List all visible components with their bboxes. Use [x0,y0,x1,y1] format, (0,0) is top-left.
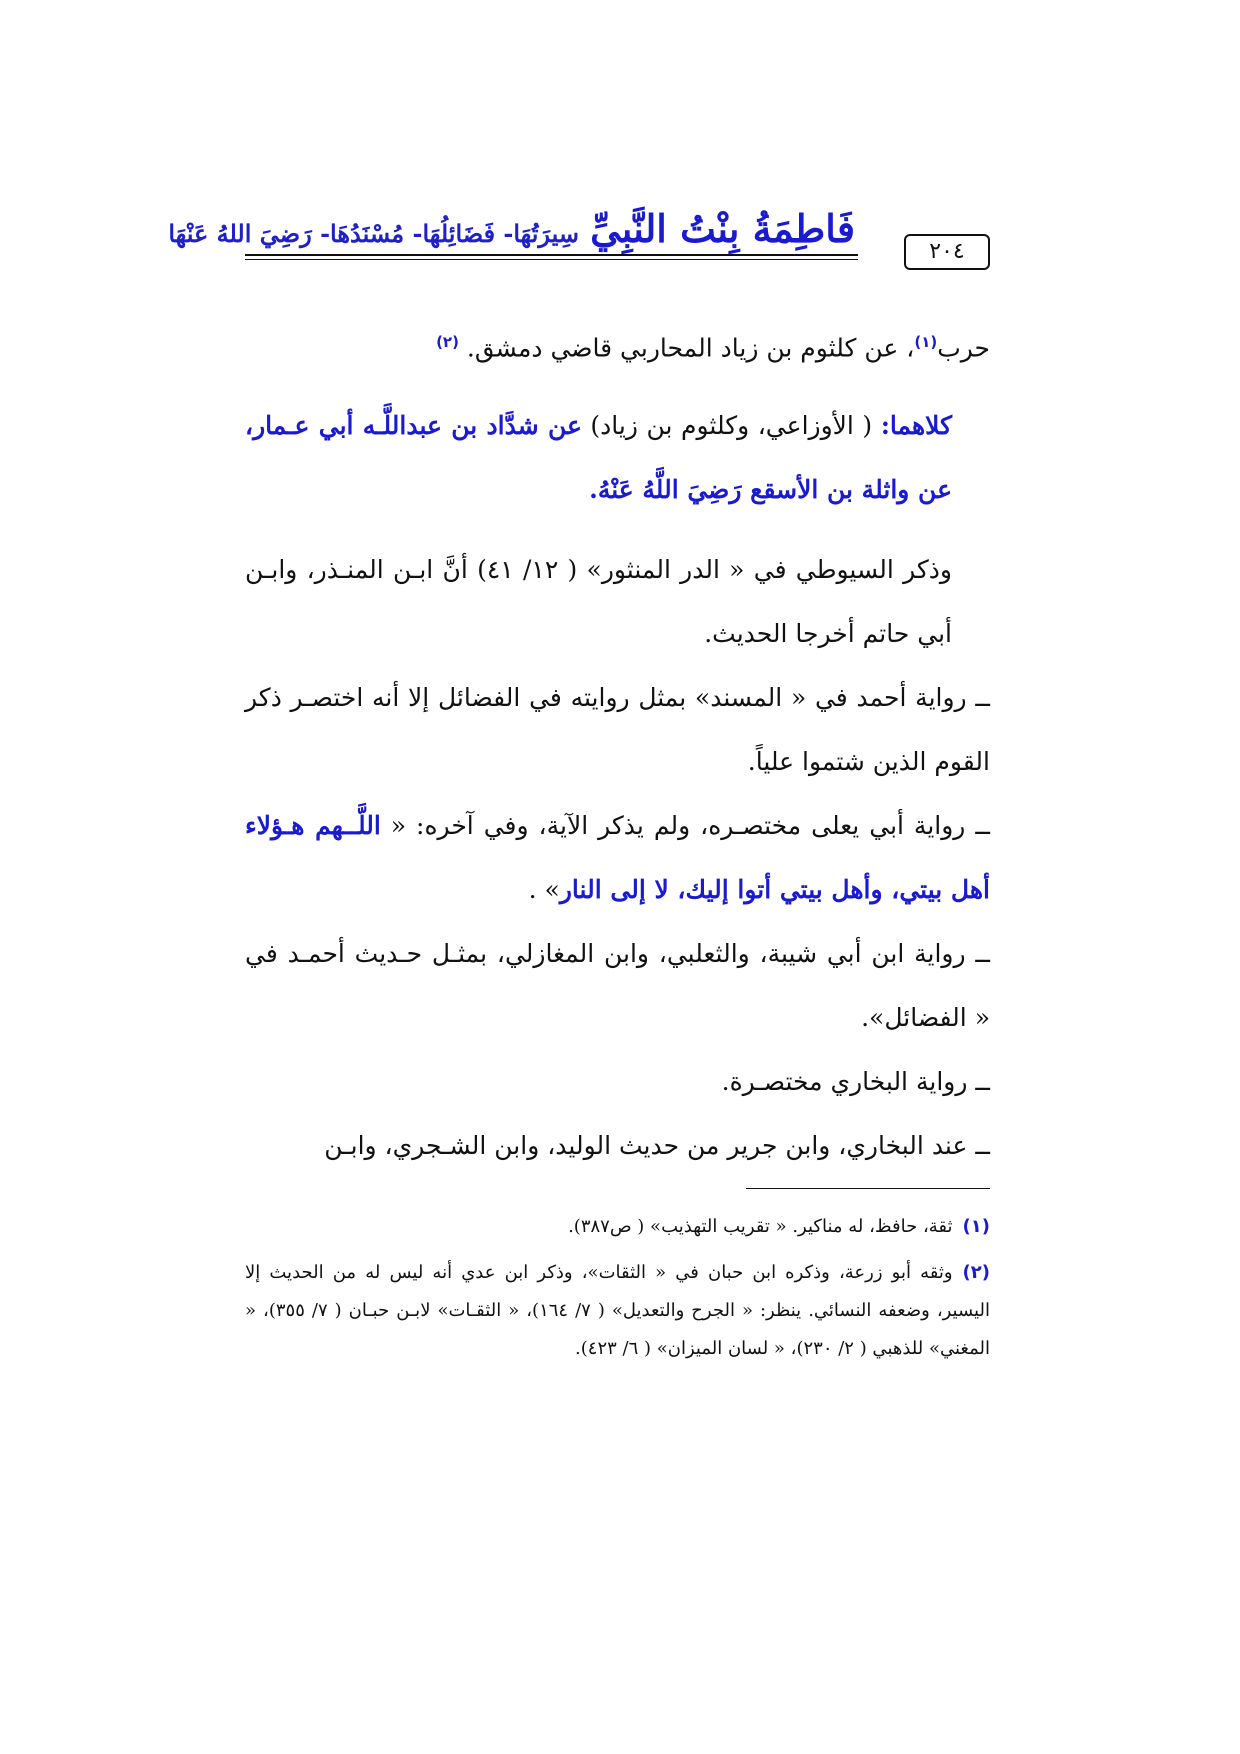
book-title [168,206,855,251]
book-title-subtitle: سِيرَتُهَا- فَضَائِلُهَا- مُسْنَدُهَا- رَضِيَ اللهُ عَنْهَا [168,219,580,248]
header-rule [245,254,858,260]
footnote-2-text: وثقه أبو زرعة، وذكره ابن حبان في « الثقات»، وذكر ابن عدي أنه ليس له من الحديث إلا اليسير، وضعفه النسائي. ينظر: « الجرح والتعديل» ( ٧/ ١٦٤)، « الثقـات» لابـن حبـان ( ٧/ ٣٥٥)، « المغني» للذهبي ( ٢/ ٢٣٠)، « لسان الميزان» ( ٦/ ٤٢٣). [245,1262,990,1359]
paragraph-3 [245,538,990,666]
main-text [245,310,990,1178]
p8-text: ــ عند البخاري، وابن جرير من حديث الوليد، وابن الشـجري، وابـن [324,1131,990,1161]
book-title-main: فَاطِمَةُ بِنْتُ النَّبِيِّ [590,206,855,251]
paragraph-6 [245,922,990,1050]
p5-text-b: » . [528,875,560,905]
p2-chain: عن شدَّاد بن عبداللَّـه أبي عـمار، عن واثلة بن الأسقع رَضِيَ اللَّهُ عَنْهُ. [245,411,952,505]
p5-quote: اللَّــهم هـؤلاء أهل بيتي، وأهل بيتي أتوا إليك، لا إلى النار [245,811,990,905]
paragraph-4 [245,666,990,794]
p2-plain: ( الأوزاعي، وكلثوم بن زياد) [581,411,881,441]
footnote-1-number: (١) [962,1216,990,1237]
footnote-ref-1[interactable]: (١) [914,333,938,351]
paragraph-7 [245,1050,990,1114]
p5-text-a: ــ رواية أبي يعلى مختصـره، ولم يذكر الآية، وفي آخره: « [380,811,990,841]
footnote-1-text: ثقة، حافظ، له مناكير. « تقريب التهذيب» ( ص٣٨٧). [568,1216,953,1237]
footnotes [245,1208,990,1376]
footnote-2 [245,1254,990,1368]
footnote-2-number: (٢) [962,1262,990,1283]
paragraph-5 [245,794,990,922]
paragraph-2 [245,394,990,522]
page-number: ٢٠٤ [904,234,990,270]
paragraph-1 [245,310,990,380]
footnote-1 [245,1208,990,1246]
p1-text-a: حرب [937,333,990,363]
p7-text: ــ رواية البخاري مختصـرة. [721,1067,990,1097]
footnote-separator [746,1188,990,1189]
p2-label: كلاهما: [880,411,952,441]
p6-text: ــ رواية ابن أبي شيبة، والثعلبي، وابن المغازلي، بمثـل حـديث أحمـد في « الفضائل». [245,939,990,1033]
footnote-ref-2[interactable]: (٢) [436,333,459,351]
p3-text: وذكر السيوطي في « الدر المنثور» ( ١٢/ ٤١) أنَّ ابـن المنـذر، وابـن أبي حاتم أخرجا الحديث. [245,555,952,649]
p1-text-b: ، عن كلثوم بن زياد المحاربي قاضي دمشق. [466,333,915,363]
paragraph-8 [245,1114,990,1178]
p4-text: ــ رواية أحمد في « المسند» بمثل روايته في الفضائل إلا أنه اختصـر ذكر القوم الذين شتموا علياً. [245,683,990,777]
page-header [168,200,990,270]
